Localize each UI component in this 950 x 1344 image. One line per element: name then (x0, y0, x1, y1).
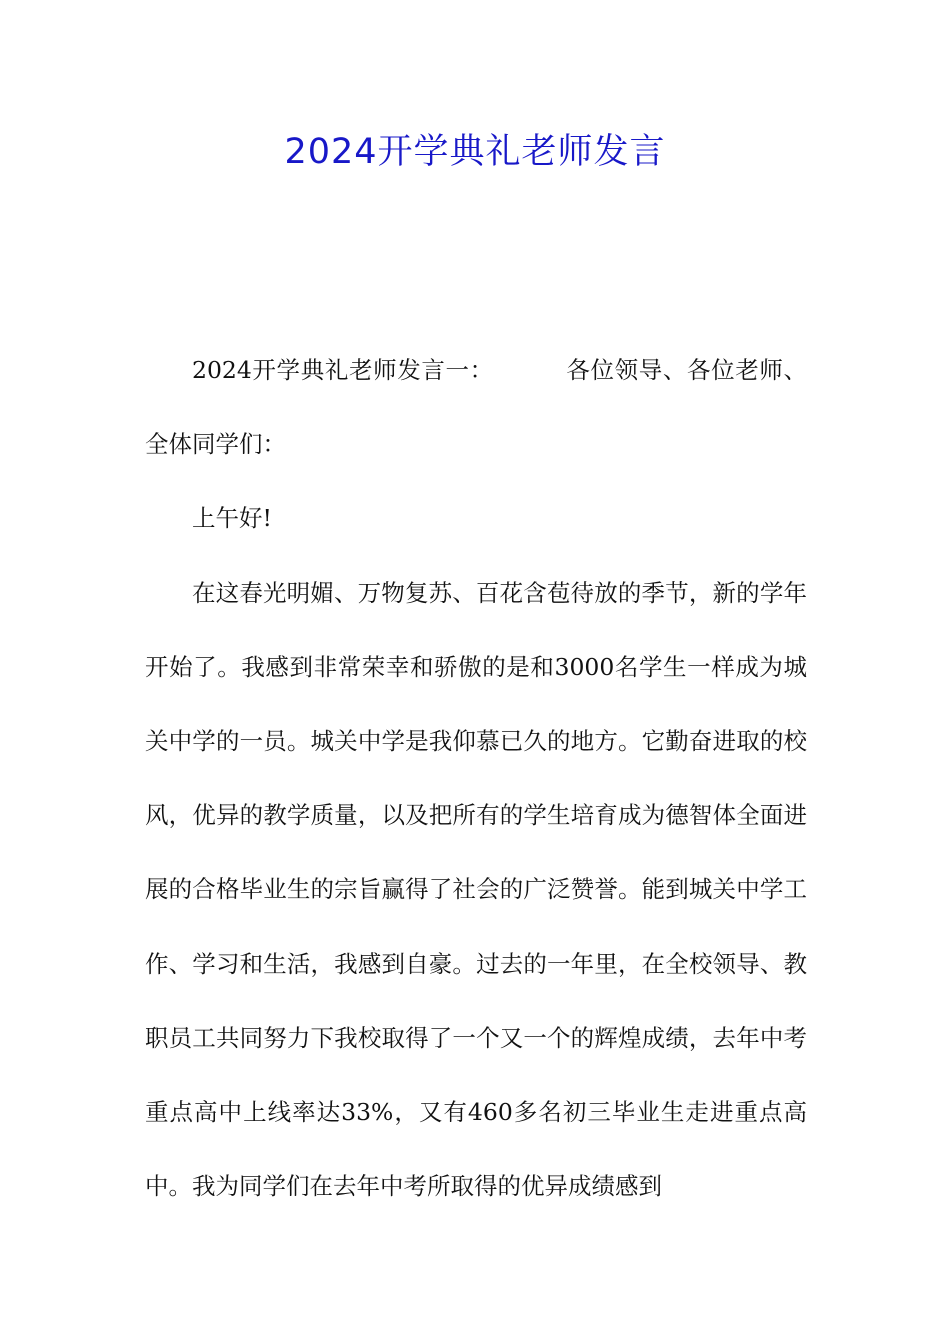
greeting-paragraph: 上午好! (192, 504, 272, 533)
salutation-paragraph (145, 333, 807, 481)
salutation-lead: 2024开学典礼老师发言一： (192, 356, 494, 384)
body-paragraph-1: 在这春光明媚、万物复苏、百花含苞待放的季节，新的学年开始了。我感到非常荣幸和骄傲的是和3000名学生一样成为城关中学的一员。城关中学是我仰慕已久的地方。它勤奋进取的校风，优异的教学质量，以及把所有的学生培育成为德智体全面进展的合格毕业生的宗旨赢得了社会的广泛赞誉。能到城关中学工作、学习和生活，我感到自豪。过去的一年里，在全校领导、教职员工共同努力下我校取得了一个又一个的辉煌成绩，去年中考重点高中上线率达33%，又有460多名初三毕业生走进重点高中。我为同学们在去年中考所取得的优异成绩感到 (145, 578, 807, 1201)
document-title: 2024开学典礼老师发言 (284, 132, 666, 172)
document-body (145, 333, 807, 1223)
salutation-rest: 各位领导、各位老师、全体同学们： (145, 356, 807, 459)
